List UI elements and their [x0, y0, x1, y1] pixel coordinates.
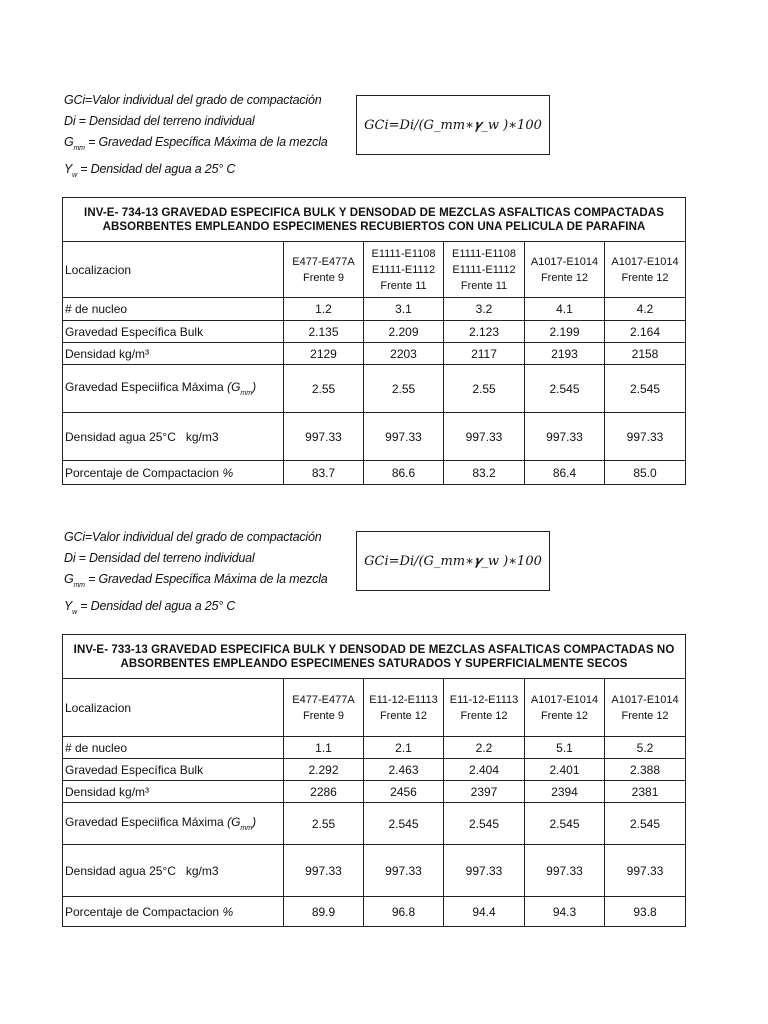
- value-cell: 2.55: [444, 365, 525, 413]
- location-cell: E11-12-E1113 Frente 12: [444, 679, 525, 737]
- legend-yw: $Y_w$ = Densidad del agua a 25° C: [64, 599, 236, 616]
- value-cell: 2456: [364, 781, 444, 803]
- value-cell: 2.164: [605, 321, 686, 343]
- value-cell: 4.1: [525, 298, 605, 321]
- formula-box-1: GCi=Di/(G_mm∗𝜸_w )∗100: [356, 95, 550, 155]
- row-label-agua: Densidad agua 25°C kg/m3: [63, 845, 284, 897]
- row-label-nucleo: # de nucleo: [63, 737, 284, 759]
- location-cell: E477-E477A Frente 9: [284, 242, 364, 298]
- legend-di: Di = Densidad del terreno individual: [64, 551, 255, 565]
- value-cell: 997.33: [444, 845, 525, 897]
- value-cell: 2.135: [284, 321, 364, 343]
- value-cell: 997.33: [364, 413, 444, 461]
- value-cell: 2.2: [444, 737, 525, 759]
- value-cell: 86.6: [364, 461, 444, 485]
- row-label-densidad: Densidad kg/m³: [63, 781, 284, 803]
- location-cell: A1017-E1014 Frente 12: [525, 242, 605, 298]
- legend-yw: $Y_w$ = Densidad del agua a 25° C: [64, 162, 236, 179]
- value-cell: 2193: [525, 343, 605, 365]
- value-cell: 2.55: [284, 365, 364, 413]
- value-cell: 2.545: [605, 365, 686, 413]
- table-row: [63, 803, 686, 845]
- value-cell: 997.33: [284, 413, 364, 461]
- value-cell: 2.209: [364, 321, 444, 343]
- legend-di: Di = Densidad del terreno individual: [64, 114, 255, 128]
- value-cell: 2129: [284, 343, 364, 365]
- table-row: [63, 343, 686, 365]
- value-cell: 997.33: [284, 845, 364, 897]
- value-cell: 1.2: [284, 298, 364, 321]
- legend-gci: GCi=Valor individual del grado de compactación: [64, 530, 322, 544]
- table-row: [63, 781, 686, 803]
- value-cell: 2.404: [444, 759, 525, 781]
- row-label-gmm: Gravedad Especiifica Máxima $(G_{mm})$: [63, 803, 284, 845]
- value-cell: 2.292: [284, 759, 364, 781]
- table-title: INV-E- 733-13 GRAVEDAD ESPECIFICA BULK Y DENSODAD DE MEZCLAS ASFALTICAS COMPACTADAS NO ABSORBENTES EMPLEANDO ESPECIMENES SATURADOS Y SUPERFICIALMENTE SECOS: [63, 635, 686, 679]
- legend-gmm: $G_{mm}$ = Gravedad Específica Máxima de la mezcla: [64, 572, 328, 589]
- table-title-row: [63, 635, 686, 679]
- value-cell: 997.33: [605, 845, 686, 897]
- value-cell: 997.33: [525, 845, 605, 897]
- table-row: [63, 413, 686, 461]
- table-row: [63, 461, 686, 485]
- value-cell: 96.8: [364, 897, 444, 927]
- value-cell: 93.8: [605, 897, 686, 927]
- table-row: [63, 759, 686, 781]
- location-cell: A1017-E1014 Frente 12: [605, 242, 686, 298]
- table-row: [63, 845, 686, 897]
- location-cell: E1111-E1108 E1111-E1112 Frente 11: [444, 242, 525, 298]
- value-cell: 2.545: [525, 803, 605, 845]
- row-label-porcentaje: Porcentaje de Compactacion %: [63, 897, 284, 927]
- value-cell: 2.545: [525, 365, 605, 413]
- location-cell: E11-12-E1113 Frente 12: [364, 679, 444, 737]
- formula-box-2: GCi=Di/(G_mm∗𝜸_w )∗100: [356, 531, 550, 591]
- value-cell: 2.55: [284, 803, 364, 845]
- table-row: [63, 897, 686, 927]
- value-cell: 2381: [605, 781, 686, 803]
- localizacion-label: Localizacion: [63, 242, 284, 298]
- row-label-bulk: Gravedad Específica Bulk: [63, 321, 284, 343]
- legend-gci: GCi=Valor individual del grado de compactación: [64, 93, 322, 107]
- row-label-gmm: Gravedad Especiifica Máxima $(G_{mm})$: [63, 365, 284, 413]
- table-title: INV-E- 734-13 GRAVEDAD ESPECIFICA BULK Y DENSODAD DE MEZCLAS ASFALTICAS COMPACTADAS ABSORBENTES EMPLEANDO ESPECIMENES RECUBIERTOS CON UNA PELICULA DE PARAFINA: [63, 198, 686, 242]
- row-label-agua: Densidad agua 25°C kg/m3: [63, 413, 284, 461]
- localizacion-label: Localizacion: [63, 679, 284, 737]
- table-733: [62, 634, 686, 927]
- location-cell: A1017-E1014 Frente 12: [605, 679, 686, 737]
- value-cell: 2.199: [525, 321, 605, 343]
- value-cell: 997.33: [444, 413, 525, 461]
- table-734: [62, 197, 686, 485]
- row-label-bulk: Gravedad Específica Bulk: [63, 759, 284, 781]
- value-cell: 2.388: [605, 759, 686, 781]
- value-cell: 2.463: [364, 759, 444, 781]
- value-cell: 2394: [525, 781, 605, 803]
- value-cell: 85.0: [605, 461, 686, 485]
- value-cell: 94.4: [444, 897, 525, 927]
- value-cell: 2286: [284, 781, 364, 803]
- location-cell: E1111-E1108 E1111-E1112 Frente 11: [364, 242, 444, 298]
- value-cell: 2.55: [364, 365, 444, 413]
- table-row: [63, 298, 686, 321]
- value-cell: 86.4: [525, 461, 605, 485]
- table-row: [63, 737, 686, 759]
- value-cell: 4.2: [605, 298, 686, 321]
- value-cell: 83.2: [444, 461, 525, 485]
- row-label-porcentaje: Porcentaje de Compactacion %: [63, 461, 284, 485]
- value-cell: 2.545: [605, 803, 686, 845]
- location-cell: A1017-E1014 Frente 12: [525, 679, 605, 737]
- value-cell: 89.9: [284, 897, 364, 927]
- value-cell: 997.33: [364, 845, 444, 897]
- value-cell: 997.33: [525, 413, 605, 461]
- location-cell: E477-E477A Frente 9: [284, 679, 364, 737]
- legend-2: [64, 527, 328, 623]
- row-label-nucleo: # de nucleo: [63, 298, 284, 321]
- value-cell: 5.2: [605, 737, 686, 759]
- value-cell: 2397: [444, 781, 525, 803]
- value-cell: 2203: [364, 343, 444, 365]
- value-cell: 2117: [444, 343, 525, 365]
- value-cell: 2158: [605, 343, 686, 365]
- value-cell: 2.123: [444, 321, 525, 343]
- table-title-row: [63, 198, 686, 242]
- row-label-densidad: Densidad kg/m³: [63, 343, 284, 365]
- localizacion-row: [63, 242, 686, 298]
- value-cell: 2.545: [444, 803, 525, 845]
- localizacion-row: [63, 679, 686, 737]
- value-cell: 2.545: [364, 803, 444, 845]
- value-cell: 83.7: [284, 461, 364, 485]
- value-cell: 3.2: [444, 298, 525, 321]
- table-row: [63, 365, 686, 413]
- value-cell: 997.33: [605, 413, 686, 461]
- legend-gmm: $G_{mm}$ = Gravedad Específica Máxima de la mezcla: [64, 135, 328, 152]
- table-row: [63, 321, 686, 343]
- legend-1: [64, 90, 328, 186]
- value-cell: 94.3: [525, 897, 605, 927]
- value-cell: 5.1: [525, 737, 605, 759]
- value-cell: 1.1: [284, 737, 364, 759]
- value-cell: 2.401: [525, 759, 605, 781]
- value-cell: 2.1: [364, 737, 444, 759]
- value-cell: 3.1: [364, 298, 444, 321]
